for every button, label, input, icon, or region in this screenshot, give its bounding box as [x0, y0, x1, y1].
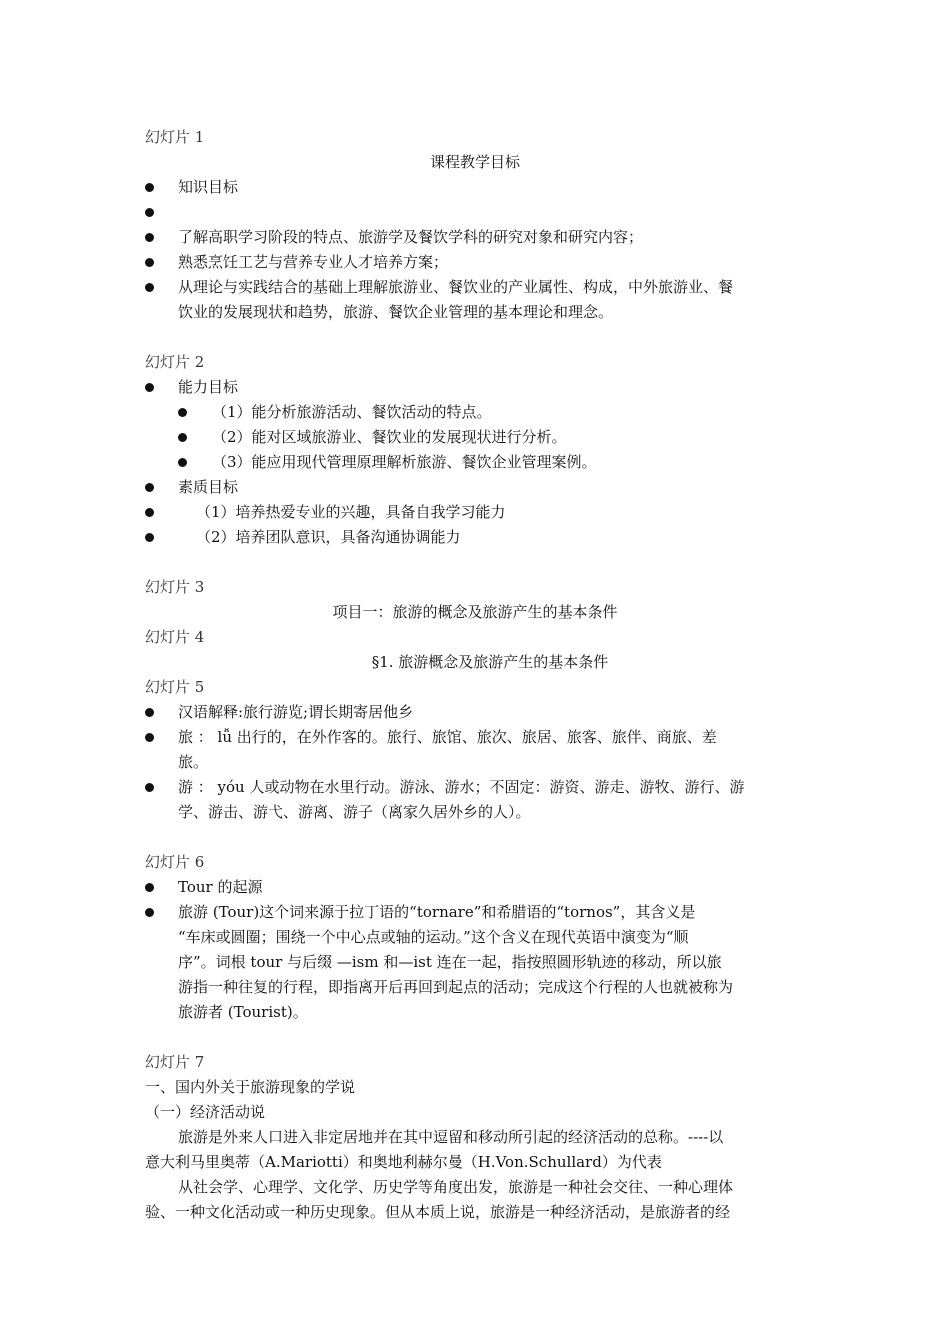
list-item: 了解高职学习阶段的特点、旅游学及餐饮学科的研究对象和研究内容；	[178, 228, 644, 246]
slide-label-3: 幻灯片 3	[145, 578, 205, 596]
bullet-icon	[145, 208, 154, 217]
bullet-icon	[145, 483, 154, 492]
list-item-continuation: 旅游者 (Tourist)。	[178, 1003, 308, 1021]
sub-list-item: （1）能分析旅游活动、餐饮活动的特点。	[212, 403, 492, 421]
bullet-icon	[145, 908, 154, 917]
list-item: Tour 的起源	[178, 878, 263, 896]
bullet-icon	[145, 533, 154, 542]
list-item: 从理论与实践结合的基础上理解旅游业、餐饮业的产业属性、构成，中外旅游业、餐	[178, 278, 734, 296]
list-item-continuation: 饮业的发展现状和趋势，旅游、餐饮企业管理的基本理论和理念。	[178, 303, 614, 321]
slide-label-1: 幻灯片 1	[145, 128, 205, 146]
bullet-icon	[145, 708, 154, 717]
slide-4-title: §1. 旅游概念及旅游产生的基本条件	[371, 653, 609, 671]
list-item: （1）培养热爱专业的兴趣，具备自我学习能力	[196, 503, 506, 521]
bullet-icon	[145, 183, 154, 192]
slide-3-title: 项目一：旅游的概念及旅游产生的基本条件	[332, 603, 618, 621]
list-item-continuation: “车床或圆圈；围绕一个中心点或轴的运动。”这个含义在现代英语中演变为“顺	[178, 928, 689, 946]
list-item-continuation: 学、游击、游弋、游离、游子（离家久居外乡的人）。	[178, 803, 531, 821]
list-item-continuation: 旅。	[178, 753, 209, 771]
list-item-continuation: 序”。词根 tour 与后缀 —ism 和—ist 连在一起，指按照圆形轨迹的移动，所以旅	[178, 953, 722, 971]
section-heading: 一、国内外关于旅游现象的学说	[145, 1078, 356, 1096]
list-item: 熟悉烹饪工艺与营养专业人才培养方案；	[178, 253, 449, 271]
paragraph-line: 从社会学、心理学、文化学、历史学等角度出发，旅游是一种社会交往、一种心理体	[178, 1178, 734, 1196]
list-item-quality: 素质目标	[178, 478, 239, 496]
paragraph-line: 意大利马里奥蒂（A.Mariotti）和奥地利赫尔曼（H.Von.Schullard）为代表	[145, 1153, 662, 1171]
slide-label-4: 幻灯片 4	[145, 628, 205, 646]
bullet-icon	[145, 258, 154, 267]
bullet-icon	[145, 508, 154, 517]
sub-list-item: （3）能应用现代管理原理解析旅游、餐饮企业管理案例。	[212, 453, 597, 471]
bullet-icon	[145, 383, 154, 392]
list-item: 旅 ： lǚ 出行的，在外作客的。旅行、旅馆、旅次、旅居、旅客、旅伴、商旅、差	[178, 728, 717, 746]
paragraph-line: 旅游是外来人口进入非定居地并在其中逗留和移动所引起的经济活动的总称。----以	[178, 1128, 724, 1146]
bullet-icon	[145, 233, 154, 242]
slide-label-2: 幻灯片 2	[145, 353, 205, 371]
sub-bullet-icon	[178, 408, 187, 417]
subsection-heading: （一）经济活动说	[145, 1103, 266, 1121]
sub-bullet-icon	[178, 458, 187, 467]
slide-label-5: 幻灯片 5	[145, 678, 205, 696]
bullet-icon	[145, 283, 154, 292]
paragraph-line: 验、一种文化活动或一种历史现象。但从本质上说，旅游是一种经济活动，是旅游者的经	[145, 1203, 731, 1221]
list-item-ability: 能力目标	[178, 378, 239, 396]
list-item: 知识目标	[178, 178, 239, 196]
list-item: 旅游 (Tour)这个词来源于拉丁语的“tornare”和希腊语的“tornos”，其含义是	[178, 903, 696, 921]
sub-list-item: （2）能对区域旅游业、餐饮业的发展现状进行分析。	[212, 428, 567, 446]
slide-label-7: 幻灯片 7	[145, 1053, 205, 1071]
list-item: 汉语解释:旅行游览;谓长期寄居他乡	[178, 703, 414, 721]
list-item: 游 ： yóu 人或动物在水里行动。游泳、游水；不固定：游资、游走、游牧、游行、游	[178, 778, 745, 796]
slide-label-6: 幻灯片 6	[145, 853, 205, 871]
sub-bullet-icon	[178, 433, 187, 442]
slide-1-title: 课程教学目标	[429, 153, 520, 171]
list-item-continuation: 游指一种往复的行程，即指离开后再回到起点的活动；完成这个行程的人也就被称为	[178, 978, 734, 996]
list-item: （2）培养团队意识，具备沟通协调能力	[196, 528, 461, 546]
bullet-icon	[145, 783, 154, 792]
bullet-icon	[145, 733, 154, 742]
bullet-icon	[145, 883, 154, 892]
